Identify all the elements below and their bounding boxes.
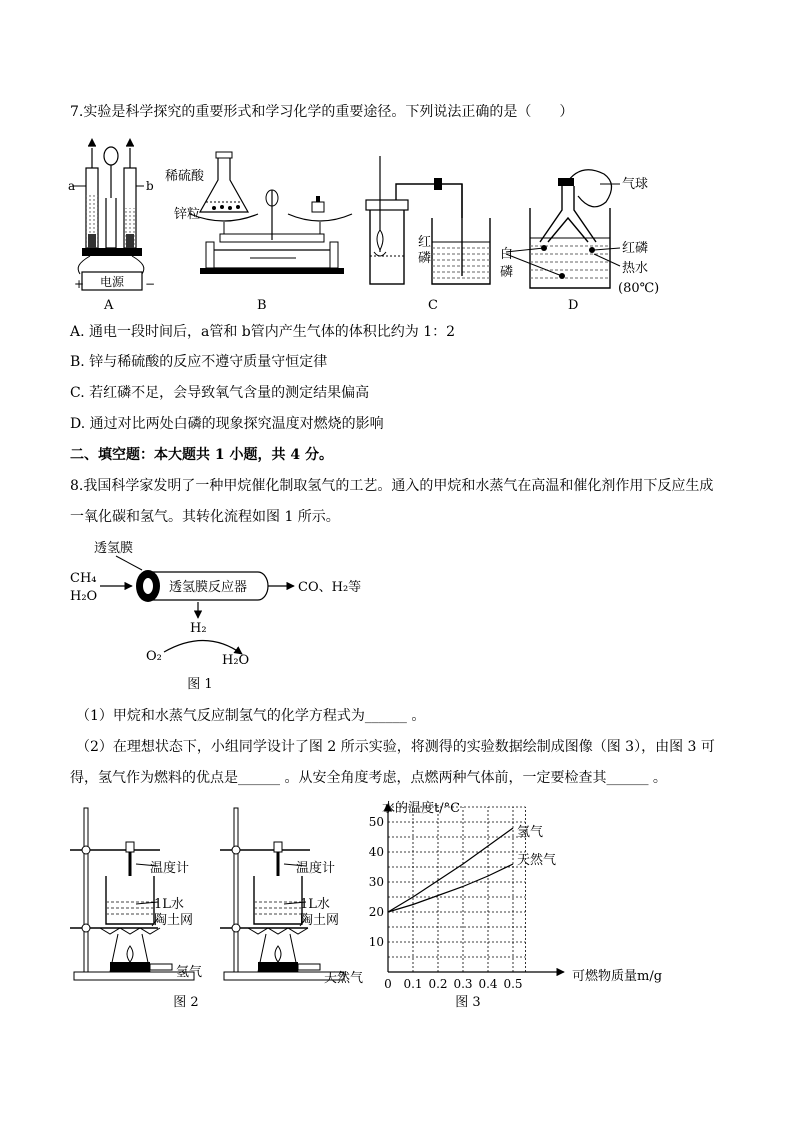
temp-label: (80℃) [618,281,660,296]
figure-d-apparatus [500,162,670,296]
q8-stem-line1: 8.我国科学家发明了一种甲烷催化制取氢气的工艺。通入的甲烷和水蒸气在高温和催化剂作用下反应生成 [70,478,714,494]
figure-2-caption: 图 2 [173,995,199,1010]
gas-h2-label: 氢气 [176,965,203,980]
figure-a-electrolysis [68,138,158,298]
figure-d-caption: D [568,298,579,313]
setup-natural-gas [220,808,344,980]
gas-ng-label: 天然气 [324,971,364,986]
x-axis-label: 可燃物质量m/g [572,969,663,984]
figure-b-balance [164,150,360,290]
o2-label: O₂ [146,649,162,664]
figure-c-apparatus [356,156,496,292]
x-tick-label: 0.1 [403,977,423,991]
h2o-label: H₂O [222,653,250,668]
gauze-label-1: 陶土网 [154,913,194,928]
figure-a-caption: A [104,298,114,313]
label-b: b [146,179,154,193]
reactor-label: 透氢膜反应器 [168,580,248,595]
output-co-h2: CO、H₂等 [298,580,362,595]
y-tick-label: 10 [368,935,384,949]
option-a: A. 通电一段时间后，a管和 b管内产生气体的体积比约为 1：2 [70,324,456,340]
membrane-label: 透氢膜 [94,541,134,556]
y-tick-label: 50 [368,815,384,829]
thermometer-label-1: 温度计 [150,861,190,876]
white-p-label-2: 磷 [500,265,514,280]
figure-3-chart [360,800,700,1020]
hot-water-label: 热水 [622,261,649,276]
water-label-1: 1L水 [154,897,184,912]
water-label-2: 1L水 [300,897,330,912]
y-tick-label: 40 [368,845,384,859]
x-tick-label: 0.5 [503,977,523,991]
q8-sub1: （1）甲烷和水蒸气反应制氢气的化学方程式为______ 。 [76,708,426,724]
red-p-label-2: 磷 [418,251,432,266]
gauze-label-2: 陶土网 [300,913,340,928]
option-b: B. 锌与稀硫酸的反应不遵守质量守恒定律 [70,354,328,370]
x-tick-label: 0 [384,977,392,991]
q7-stem: 7.实验是科学探究的重要形式和学习化学的重要途径。下列说法正确的是（ ） [70,104,574,120]
h2-label: H₂ [190,621,207,636]
minus-sign: − [145,277,156,291]
white-p-label-1: 白 [500,247,514,262]
series-line-natural-gas [388,864,513,912]
input-ch4: CH₄ [70,571,97,586]
red-p-label: 红磷 [622,241,649,256]
balloon-label: 气球 [622,177,649,192]
series-label-hydrogen: 氢气 [517,825,544,840]
figure-c-caption: C [428,298,438,313]
q8-stem-line2: 一氧化碳和氢气。其转化流程如图 1 所示。 [70,509,340,525]
option-d: D. 通过对比两处白磷的现象探究温度对燃烧的影响 [70,416,384,432]
figure-b-caption: B [257,298,267,313]
label-a: a [68,179,76,193]
q8-sub2-line2: 得，氢气作为燃料的优点是______ 。从安全角度考虑，点燃两种气体前，一定要检查其______ 。 [70,770,667,786]
thermometer-label-2: 温度计 [296,861,336,876]
y-tick-label: 30 [368,875,384,889]
acid-label: 稀硫酸 [164,169,204,184]
series-label-natural-gas: 天然气 [517,853,557,868]
input-h2o: H₂O [70,589,98,604]
zinc-label: 锌粒 [173,207,200,222]
x-tick-label: 0.2 [428,977,448,991]
x-tick-label: 0.3 [453,977,473,991]
plus-sign: + [74,277,85,291]
x-tick-label: 0.4 [478,977,498,991]
figure-1-flow [66,536,386,696]
option-c: C. 若红磷不足，会导致氧气含量的测定结果偏高 [70,385,370,401]
power-label: 电源 [99,275,125,289]
y-tick-label: 20 [368,905,384,919]
setup-hydrogen [70,808,194,980]
figure-3-caption: 图 3 [455,995,481,1010]
red-p-label-1: 红 [418,235,432,250]
series-line-hydrogen [388,828,513,912]
figure-2-setups [70,806,370,1016]
q8-sub2-line1: （2）在理想状态下，小组同学设计了图 2 所示实验，将测得的实验数据绘制成图像（图 3），由图 3 可 [76,739,715,755]
y-axis-label: 水的温度t/°C [382,801,461,816]
figure-1-caption: 图 1 [187,677,213,692]
section-title: 二、填空题：本大题共 1 小题，共 4 分。 [70,447,333,463]
